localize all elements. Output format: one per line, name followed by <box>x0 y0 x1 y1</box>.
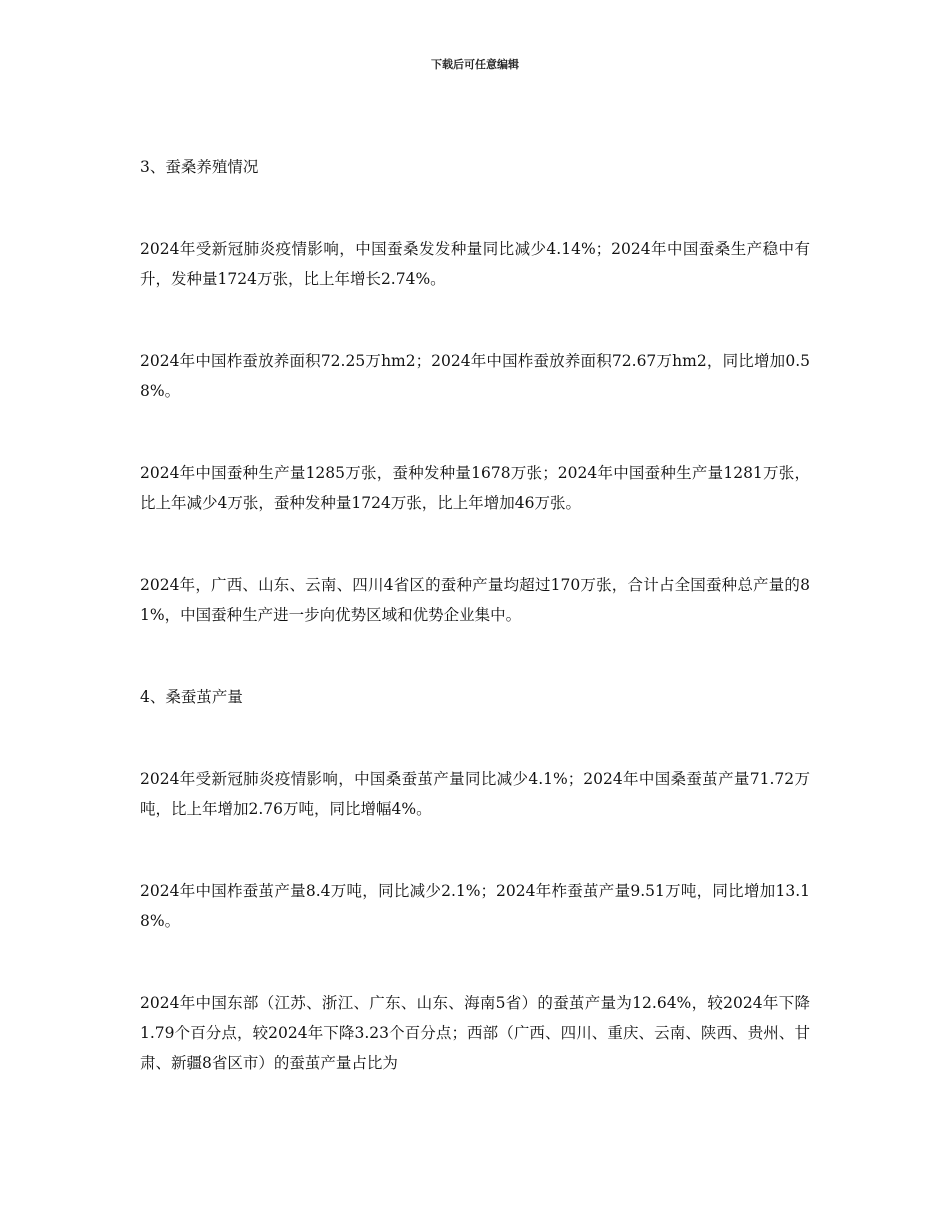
paragraph-tussah-cocoon-output: 2024年中国柞蚕茧产量8.4万吨，同比减少2.1%；2024年柞蚕茧产量9.51万吨，同比增加13.18%。 <box>140 882 810 930</box>
paragraph-tussah-area: 2024年中国柞蚕放养面积72.25万hm2；2024年中国柞蚕放养面积72.67万hm2，同比增加0.58%。 <box>140 352 810 400</box>
section-heading-cocoon-output: 4、桑蚕茧产量 <box>140 688 243 706</box>
paragraph-mulberry-cocoon-output: 2024年受新冠肺炎疫情影响，中国桑蚕茧产量同比减少4.1%；2024年中国桑蚕茧产量71.72万吨，比上年增加2.76万吨，同比增幅4%。 <box>140 770 810 818</box>
section-heading-sericulture: 3、蚕桑养殖情况 <box>140 158 259 176</box>
paragraph-regional-egg-production: 2024年，广西、山东、云南、四川4省区的蚕种产量均超过170万张，合计占全国蚕种总产量的81%，中国蚕种生产进一步向优势区域和优势企业集中。 <box>140 576 810 624</box>
paragraph-regional-cocoon-share: 2024年中国东部（江苏、浙江、广东、山东、海南5省）的蚕茧产量为12.64%，较2024年下降1.79个百分点，较2024年下降3.23个百分点；西部（广西、四川、重庆、云南、陕西、贵州、甘肃、新疆8省区市）的蚕茧产量占比为 <box>140 994 810 1072</box>
page-header: 下载后可任意编辑 <box>431 58 519 71</box>
paragraph-silkworm-egg-production: 2024年中国蚕种生产量1285万张，蚕种发种量1678万张；2024年中国蚕种生产量1281万张，比上年减少4万张，蚕种发种量1724万张，比上年增加46万张。 <box>140 464 810 512</box>
document-body <box>140 152 810 1078</box>
paragraph-silkworm-egg-distribution: 2024年受新冠肺炎疫情影响，中国蚕桑发发种量同比减少4.14%；2024年中国蚕桑生产稳中有升，发种量1724万张，比上年增长2.74%。 <box>140 240 810 288</box>
